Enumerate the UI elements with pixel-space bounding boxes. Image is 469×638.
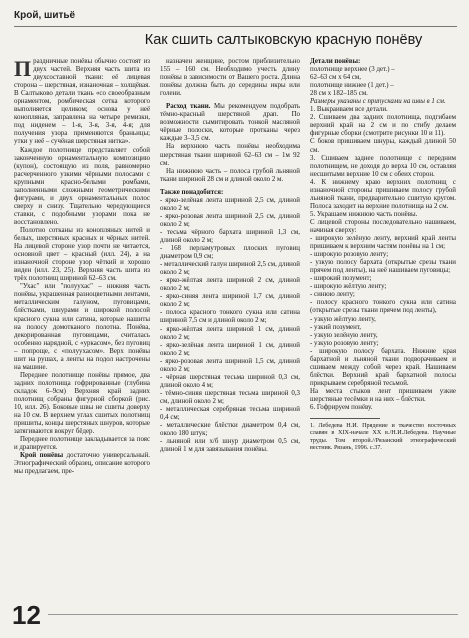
- paragraph: Каждое полотнище представляет собой законченную орнаментальную композицию (купон), состоящую из поля, равномерно расчерченного узкими чёрными полосами с крупными красно-белыми ромбами, заполненными сложными геометрическими фигурами, и двух орнаментальных полос сверху и снизу. Тщательно чередующиеся ставки, с подобными узорами пока не восстановлено.: [14, 146, 150, 226]
- supply-item: - ярко-зелёная лента шириной 1 см, длиной около 2 м;: [160, 341, 300, 357]
- step-item: С лицевой стороны последовательно нашиваем, начиная сверху:: [310, 218, 456, 234]
- paragraph: Расход ткани. Мы рекомендуем подобрать тёмно-красный шерстяной драп. По возможности сымитировать тонкой масляной чёрные полоски, которые протканы через каждые 3–3,5 см.: [160, 103, 300, 143]
- supply-item: - металлическая серебряная тесьма шириной 0,4 см;: [160, 405, 300, 422]
- intro-paragraph: Праздничные понёвы обычно состоят из двух частей. Верхняя часть шита из двухсоставной ткани: её лицевая сторона – шерстяная, изнаночная – холщёвая. В Салтыково детали ткань «со своеобразным орнаментом, ромбическая сетка которого выполняется целиком; основа у неё конопляная, заправлена на четыре ремизки, под ниденем – 1-я, 3-я, 3-я, 4-я; для получения узора применяются браньицы; утки у неё – сучёная шерстяная нитка».: [14, 56, 150, 146]
- supply-item: - ярко-розовая лента шириной 1,5 см, длиной около 2 м;: [160, 357, 300, 373]
- article-title: Как сшить салтыковскую красную понёву: [144, 32, 423, 48]
- supply-item: - ярко-жёлтая лента шириной 1 см, длиной около 2 м;: [160, 325, 300, 341]
- detail-item: 28 см х 182–185 см.: [310, 90, 368, 98]
- supply-item: - тёмно-синяя шерстяная тесьма шириной 0,3 см, длиной около 2 м;: [160, 389, 300, 405]
- details-list: [310, 66, 456, 98]
- footnote-rule: [310, 418, 380, 419]
- step-item: 1. Выкраиваем все детали.: [310, 106, 388, 114]
- supplies-heading: Также понадобится:: [160, 188, 224, 196]
- paragraph: Крой понёвы достаточно универсальный. Этнографический образец, описание которого мы предлагаем, пре-: [14, 452, 151, 476]
- column-1: [14, 58, 150, 476]
- step-item: - широкую зелёную ленту, верхний край ленты пришиваем к верхним частям понёвы на 1 см;: [310, 235, 456, 251]
- footer-rule: [48, 614, 458, 615]
- drop-cap: П: [14, 56, 32, 81]
- supply-item: - тесьма чёрного бархата шириной 1,3 см, длиной около 2 м;: [160, 228, 300, 244]
- supply-item: - льняной или х/б шнур диаметром 0,5 см, длиной 1 м для завязывания понёвы.: [160, 438, 300, 454]
- step-item: 6. Гофрируем понёву.: [310, 404, 373, 412]
- paragraph: Переднее полотнище понёвы прямое, два задних полотнища гофрированные (глубина складок 6–9см) Верхняя край задних полотнищ собраны фигурной сборкой (рис. 10, илл. 26). Боковые швы не сшиты доверху на 10 см. В верхнем углах сшитых полотнищ пришиты, концы шерстяных шнуров, которые затягиваются вокруг бёдер.: [14, 371, 150, 436]
- supply-item: - ярко-зелёная лента шириной 2,5 см, длиной около 2 м;: [160, 196, 300, 212]
- column-3: [310, 58, 456, 452]
- step-item: - широкий позумент;: [310, 275, 372, 283]
- step-item: 4. К нижнему краю верхних полотнищ с изнаночной стороны пришиваем полосу грубой льняной ткани, предварительно сшитую кругом. Полоса заходит на верхние полотнища на 2 см.: [310, 178, 456, 210]
- step-item: - широкую жёлтую ленту;: [310, 283, 387, 291]
- paragraph: "Ухас" или "полуухас" – нижняя часть понёвы, украшенная разноцветными лентами, металлическим галуном, пуговицами, блёстками, шнурами и широкой полосой красного сукна или сатина, которые нашиты на полосу домотканого полотна. Понёва, декорированная пуговицами, считалась особенно нарядной, с «уркасом», без пуговиц – попроще, с «полуухасом». Верх понёвы шит на рушах, а ленты на подол настрочены на машине.: [14, 283, 150, 371]
- detail-item: 62–63 см х 64 см,: [310, 74, 362, 82]
- step-item: - полосу красного тонкого сукна или сатина (открытые срезы ткани прячем под ленты),: [310, 299, 456, 315]
- supplies-list: [160, 197, 300, 455]
- supply-item: - ярко-синяя лента шириной 1,7 см, длиной около 2 м;: [160, 293, 300, 309]
- paragraph: Полотно сотканы из конопляных нитей и белых, шерстяных красных и чёрных нитей. На лицевой стороне узор почти не читается, основной цвет – красный (илл. 24), а на изнаночной стороне узор чёткий и хорошо виден (илл. 23, 25). Верхняя часть шита из трёх полотнищ шириной 62–63 см.: [14, 226, 150, 283]
- step-item: На места стыков лент пришиваем узкие шерстяные тесёмки и на них – блёстки.: [310, 387, 456, 403]
- supply-item: - ярко-розовая лента шириной 2,5 см, длиной около 2 м;: [160, 212, 300, 228]
- paragraph: На верхнюю часть понёвы необходима шерстяная ткани шириной 62–63 см – 1м 92 см.: [160, 143, 300, 167]
- step-item: С боков пришиваем шнуры, каждый длиной 50 см.: [310, 138, 456, 154]
- details-heading: Детали понёвы:: [310, 58, 361, 65]
- supply-item: - ярко-жёлтая лента шириной 2 см, длиной около 2 м;: [160, 277, 300, 293]
- step-item: - широкую полосу бархата. Нижние края бархатной и льняной ткани подворачиваем и сшиваем между собой через край. Нашиваем блёстки. Верхний край бархатной полосы прикрываем серебряной тесьмой.: [310, 347, 456, 387]
- allowance-note: Размеры указаны с припусками на швы в 1 см.: [310, 98, 446, 106]
- column-2: [160, 58, 300, 454]
- supply-item: - металлический галун шириной 2,5 см, длиной около 2 м;: [160, 261, 300, 277]
- step-item: 5. Украшаем нижнюю часть понёвы.: [310, 210, 418, 218]
- paragraph: На нижнюю часть – полоса грубой льняной ткани шириной 28 см и длиной около 2 м.: [160, 167, 300, 183]
- footnote: 1. Лебедева Н.И. Прядение и ткачество восточных славян в XIX-начале XX в./Н.И.Лебедева. Научные труды. Том второй.//Рязанский этнографический вестник. Рязань, 1996. с.37.: [310, 422, 456, 452]
- step-item: - узкий позумент,: [310, 323, 362, 331]
- detail-item: полотнище нижнее (1 дет.) –: [310, 82, 394, 90]
- step-item: - синюю ленту;: [310, 291, 355, 299]
- step-item: 2. Сшиваем два задних полотнища, подгибаем верхний край на 2 см и по стибу делаем фигурные сборки (смотрите рисунки 10 и 11).: [310, 114, 456, 138]
- step-item: - узкую розовую ленту;: [310, 339, 379, 347]
- step-item: 3. Сшиваем заднее полотнище с передним полотнищем, не доходя до верха 10 см, оставляя несшитыми верхние 10 см с обеих сторон.: [310, 154, 456, 178]
- step-item: - широкую розовую ленту;: [310, 251, 389, 259]
- step-item: - узкую зелёную ленту,: [310, 331, 378, 339]
- header-rule: [14, 26, 457, 27]
- paragraph: Переднее полотнище закладывается за пояс и драпируется.: [14, 436, 150, 452]
- paragraph: назначен женщине, ростом приблизительно 155 – 160 см. Необходимо учесть длину понёвы в зависимости от Вашего роста. Длина понёвы должна быть до середины икры или голени.: [160, 58, 300, 98]
- detail-item: полотнище верхнее (3 дет.) –: [310, 66, 395, 74]
- supply-item: - полоса красного тонкого сукна или сатина шириной 7,5 см и длиной около 2 м;: [160, 309, 300, 325]
- supply-item: - 168 перламутровых плоских пуговиц диаметром 0,9 см;: [160, 245, 300, 261]
- supply-item: - металлические блёстки диаметром 0,4 см, около 180 штук;: [160, 422, 300, 438]
- section-label: Крой, шитьё: [14, 10, 76, 21]
- page-number: 12: [12, 600, 41, 630]
- step-item: - узкую жёлтую ленту,: [310, 315, 376, 323]
- supply-item: - чёрная шерстяная тесьма шириной 0,3 см, длиной около 4 м;: [160, 373, 300, 389]
- step-item: - узкую полосу бархата (открытые срезы ткани прячем под ленты), на неё нашиваем пуговицы;: [310, 259, 456, 275]
- steps-list: [310, 106, 456, 412]
